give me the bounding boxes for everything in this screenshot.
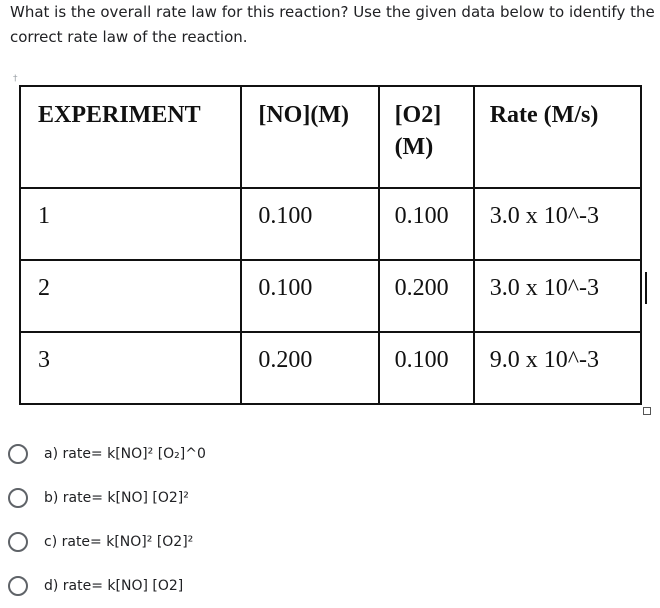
cell-no: 0.100: [241, 260, 378, 332]
cell-rate: 9.0 x 10^-3: [474, 332, 641, 404]
cell-rate: 3.0 x 10^-3: [474, 260, 641, 332]
option-b[interactable]: [8, 476, 206, 520]
header-experiment: EXPERIMENT: [20, 86, 241, 188]
answer-options: [8, 432, 206, 608]
option-label: d) rate= k[NO] [O2]: [44, 578, 184, 594]
cell-no: 0.200: [241, 332, 378, 404]
table-header-row: [20, 86, 641, 188]
radio-unselected-icon[interactable]: [8, 532, 28, 552]
cell-experiment: 2: [20, 260, 241, 332]
header-rate: Rate (M/s): [474, 86, 641, 188]
option-label: a) rate= k[NO]² [O₂]^0: [44, 446, 206, 462]
cell-o2: 0.100: [379, 332, 474, 404]
text-cursor: [645, 272, 647, 304]
table-row: [20, 188, 641, 260]
option-d[interactable]: [8, 564, 206, 608]
table-resize-handle[interactable]: [643, 407, 651, 415]
option-label: c) rate= k[NO]² [O2]²: [44, 534, 194, 550]
table-anchor-icon: †: [13, 74, 18, 84]
cell-o2: 0.200: [379, 260, 474, 332]
cell-rate: 3.0 x 10^-3: [474, 188, 641, 260]
cell-experiment: 1: [20, 188, 241, 260]
cell-o2: 0.100: [379, 188, 474, 260]
question-text: What is the overall rate law for this reaction? Use the given data below to identify the correct rate law of the reaction.: [10, 3, 655, 46]
radio-unselected-icon[interactable]: [8, 488, 28, 508]
cell-experiment: 3: [20, 332, 241, 404]
option-a[interactable]: [8, 432, 206, 476]
header-o2-concentration: [O2] (M): [379, 86, 474, 188]
header-no-concentration: [NO](M): [241, 86, 378, 188]
table-row: [20, 260, 641, 332]
rate-data-table: [19, 85, 642, 405]
option-label: b) rate= k[NO] [O2]²: [44, 490, 189, 506]
cell-no: 0.100: [241, 188, 378, 260]
radio-unselected-icon[interactable]: [8, 444, 28, 464]
radio-unselected-icon[interactable]: [8, 576, 28, 596]
table-row: [20, 332, 641, 404]
option-c[interactable]: [8, 520, 206, 564]
